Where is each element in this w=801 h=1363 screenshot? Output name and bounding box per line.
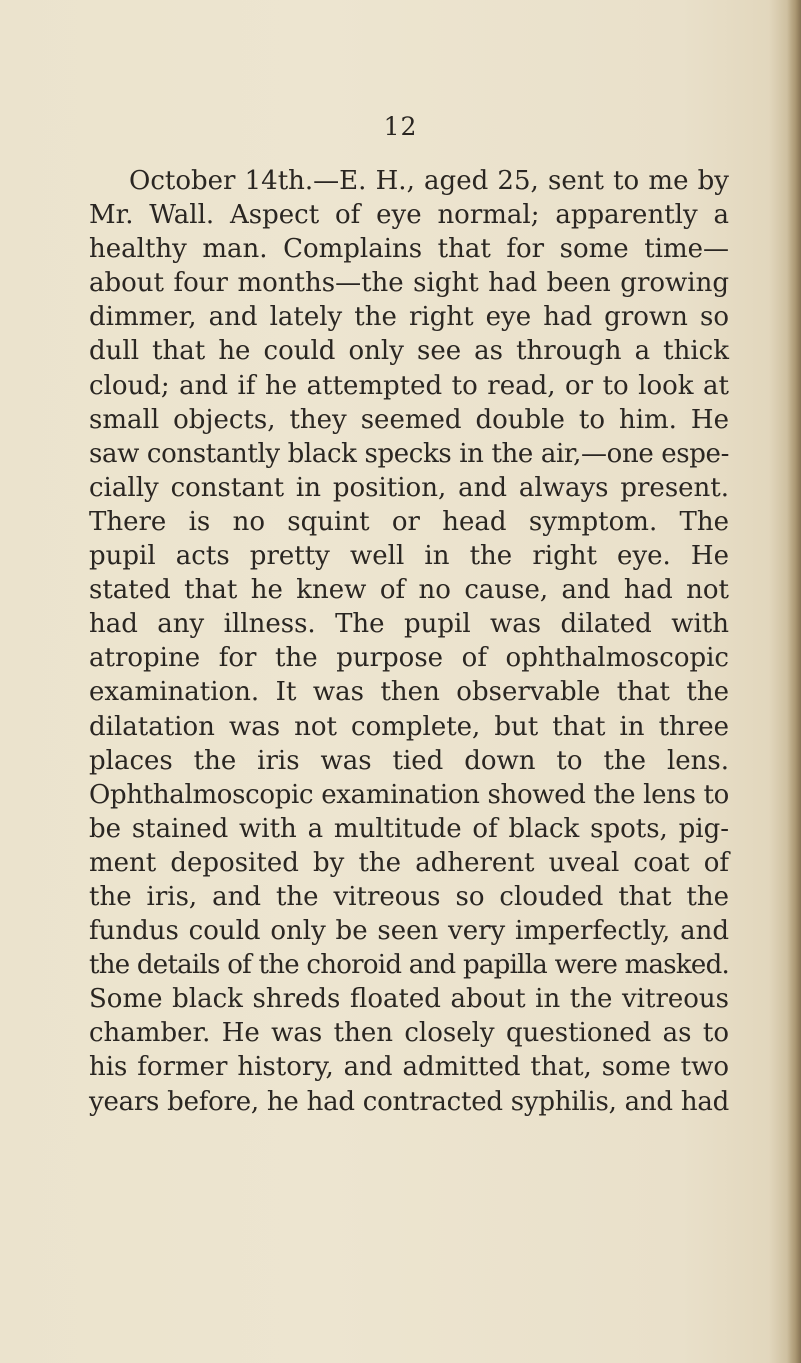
page-edge-shadow	[787, 0, 801, 1363]
text-line: saw constantly black specks in the air,—one espe-	[89, 438, 729, 469]
text-line: dilatation was not complete, but that in three	[89, 711, 729, 742]
text-line: had any illness. The pupil was dilated with	[89, 609, 729, 640]
page-number: 12	[383, 112, 418, 141]
body-paragraph	[89, 164, 729, 1119]
text-line: pupil acts pretty well in the right eye. He	[89, 541, 729, 572]
text-line: examination. It was then observable that the	[89, 677, 729, 708]
text-line: about four months—the sight had been growing	[89, 268, 729, 299]
text-line: There is no squint or head symptom. The	[89, 506, 729, 537]
text-line: ment deposited by the adherent uveal coat of	[89, 847, 729, 878]
text-line: cloud; and if he attempted to read, or to look at	[89, 370, 729, 401]
text-line: years before, he had contracted syphilis, and had	[89, 1086, 729, 1117]
text-line: Some black shreds floated about in the vitreous	[89, 984, 729, 1015]
text-line: stated that he knew of no cause, and had not	[89, 575, 729, 606]
text-line: dimmer, and lately the right eye had grown so	[89, 302, 729, 333]
text-line: small objects, they seemed double to him. He	[89, 404, 729, 435]
text-line: chamber. He was then closely questioned as to	[89, 1018, 729, 1049]
text-line: October 14th.—E. H., aged 25, sent to me by	[129, 166, 729, 196]
text-line: his former history, and admitted that, some two	[89, 1052, 729, 1083]
text-line: be stained with a multitude of black spots, pig-	[89, 813, 729, 844]
text-line: Ophthalmoscopic examination showed the lens to	[89, 779, 729, 810]
text-line: healthy man. Complains that for some time—	[89, 234, 729, 265]
text-line: the details of the choroid and papilla were masked.	[89, 950, 730, 981]
text-line: places the iris was tied down to the lens.	[89, 745, 729, 776]
text-line: fundus could only be seen very imperfectly, and	[89, 916, 729, 947]
text-line: dull that he could only see as through a thick	[89, 336, 729, 367]
text-line: the iris, and the vitreous so clouded that the	[89, 881, 729, 912]
text-line: atropine for the purpose of ophthalmoscopic	[89, 643, 729, 674]
text-line: cially constant in position, and always present.	[89, 472, 729, 503]
text-line: Mr. Wall. Aspect of eye normal; apparently a	[89, 200, 729, 231]
